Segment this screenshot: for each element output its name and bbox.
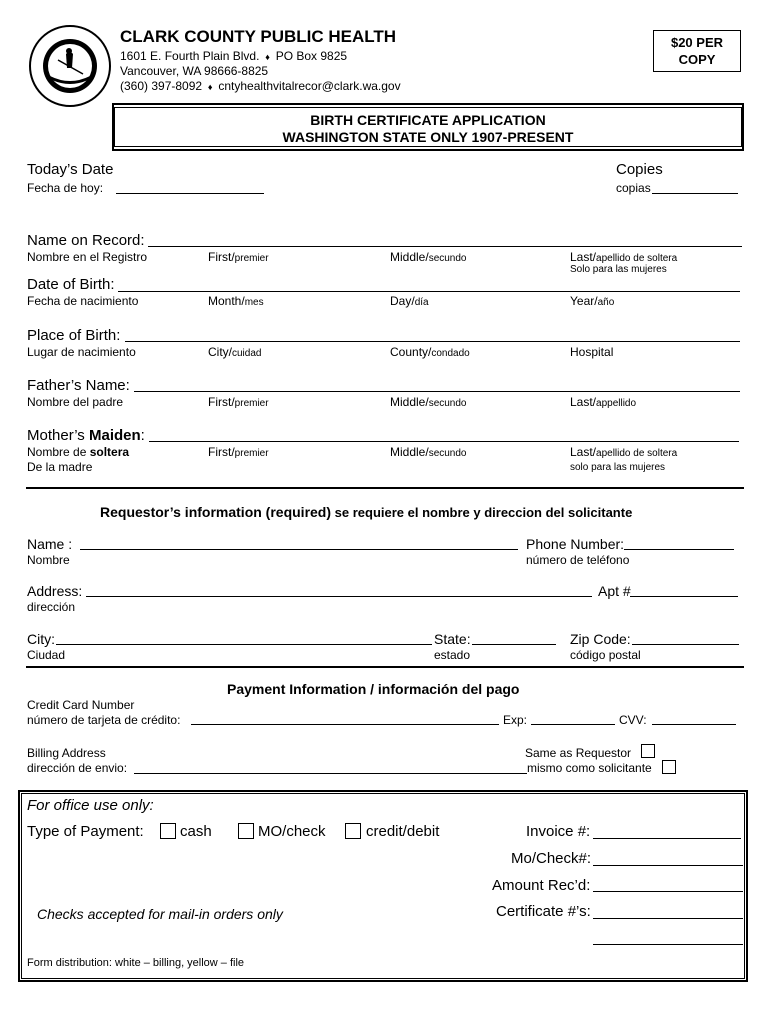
cc-sub: número de tarjeta de crédito: <box>27 713 181 727</box>
mother-sub: Nombre de soltera <box>27 445 130 459</box>
city-field[interactable] <box>56 644 432 645</box>
mother-first-hint: First/premier <box>208 445 269 459</box>
same-as-checkbox-es[interactable] <box>662 760 676 774</box>
day-hint: Day/día <box>390 294 429 308</box>
cash-label: cash <box>180 823 212 840</box>
city-sub: Ciudad <box>27 648 66 662</box>
year-hint: Year/año <box>570 294 615 308</box>
address-label: Address: <box>27 583 83 599</box>
cc-label: Credit Card Number <box>27 698 135 712</box>
copies-sub: copias <box>616 181 651 195</box>
po-box: PO Box 9825 <box>275 49 348 63</box>
today-sub: Fecha de hoy: <box>27 181 104 195</box>
apt-field[interactable] <box>630 596 738 597</box>
first-name-hint: First/premier <box>208 250 269 264</box>
state-field[interactable] <box>472 644 556 645</box>
same-as-label: Same as Requestor <box>525 746 632 760</box>
pob-sub: Lugar de nacimiento <box>27 345 136 359</box>
pob-label: Place of Birth: <box>27 327 121 344</box>
mother-sub2: De la madre <box>27 460 93 474</box>
price-line2: COPY <box>678 52 716 67</box>
exp-label: Exp: <box>503 713 528 727</box>
father-field[interactable] <box>134 391 740 392</box>
org-address-line <box>120 49 347 63</box>
father-last-hint: Last/appellido <box>570 395 637 409</box>
bullet-icon: ♦ <box>205 82 215 92</box>
hospital-hint: Hospital <box>570 345 614 359</box>
amount-received-label: Amount Rec’d: <box>492 877 591 894</box>
price-line1: $20 PER <box>670 35 724 50</box>
same-as-sub: mismo como solicitante <box>527 761 652 775</box>
invoice-field[interactable] <box>593 838 741 839</box>
month-hint: Month/mes <box>208 294 264 308</box>
mo-check-label: MO/check <box>258 823 326 840</box>
father-label: Father’s Name: <box>27 377 130 394</box>
credit-debit-checkbox[interactable] <box>345 823 361 839</box>
last-name-hint: Last/apellido de soltera <box>570 250 678 264</box>
billing-label: Billing Address <box>27 746 106 760</box>
street-address: 1601 E. Fourth Plain Blvd. <box>120 49 260 63</box>
payment-type-label: Type of Payment: <box>27 823 144 840</box>
address-sub: dirección <box>27 600 76 614</box>
cash-checkbox[interactable] <box>160 823 176 839</box>
mother-middle-hint: Middle/secundo <box>390 445 467 459</box>
org-name: CLARK COUNTY PUBLIC HEALTH <box>120 27 397 46</box>
same-as-checkbox[interactable] <box>641 744 655 758</box>
certificate-numbers-field-2[interactable] <box>593 944 743 945</box>
name-on-record-label: Name on Record: <box>27 232 145 249</box>
women-only-note: Solo para las mujeres <box>570 264 667 275</box>
mother-last-hint: Last/apellido de soltera <box>570 445 678 459</box>
phone-sub: número de teléfono <box>526 553 630 567</box>
city-state-zip: Vancouver, WA 98666-8825 <box>120 64 269 78</box>
certificate-numbers-field[interactable] <box>593 918 743 919</box>
copies-label: Copies <box>616 161 663 178</box>
dob-sub: Fecha de nacimiento <box>27 294 139 308</box>
phone-field[interactable] <box>624 549 734 550</box>
requestor-name-label: Name : <box>27 536 73 552</box>
cvv-label: CVV: <box>619 713 647 727</box>
billing-address-field[interactable] <box>134 773 527 774</box>
address-field[interactable] <box>86 596 592 597</box>
credit-debit-label: credit/debit <box>366 823 440 840</box>
office-heading: For office use only: <box>27 797 154 814</box>
invoice-label: Invoice #: <box>526 823 591 840</box>
requestor-name-sub: Nombre <box>27 553 70 567</box>
zip-sub: código postal <box>570 648 641 662</box>
cc-number-field[interactable] <box>191 724 499 725</box>
contact-line <box>120 79 401 93</box>
certificate-numbers-label: Certificate #’s: <box>496 903 591 920</box>
city-label: City: <box>27 631 55 647</box>
name-on-record-sub: Nombre en el Registro <box>27 250 148 264</box>
copies-field[interactable] <box>652 193 738 194</box>
mother-field[interactable] <box>149 441 739 442</box>
apt-label: Apt # <box>598 583 631 599</box>
requestor-heading: Requestor’s information (required) se requiere el nombre y direccion del solicitante <box>100 504 633 520</box>
zip-label: Zip Code: <box>570 631 631 647</box>
today-label: Today’s Date <box>27 161 114 178</box>
father-middle-hint: Middle/secundo <box>390 395 467 409</box>
billing-sub: dirección de envio: <box>27 761 128 775</box>
payment-heading: Payment Information / información del pago <box>227 681 520 697</box>
phone-number: (360) 397-8092 <box>120 79 203 93</box>
divider <box>26 666 744 668</box>
office-use-box <box>18 790 748 982</box>
father-sub: Nombre del padre <box>27 395 124 409</box>
middle-name-hint: Middle/secundo <box>390 250 467 264</box>
zip-field[interactable] <box>632 644 739 645</box>
amount-received-field[interactable] <box>593 891 743 892</box>
mo-check-number-field[interactable] <box>593 865 743 866</box>
bullet-icon: ♦ <box>262 52 273 62</box>
mother-women-note: solo para las mujeres <box>570 462 666 473</box>
mother-label: Mother’s Maiden: <box>27 427 145 444</box>
price-box <box>653 30 741 72</box>
phone-label: Phone Number: <box>526 536 625 552</box>
divider <box>26 487 744 489</box>
mo-check-checkbox[interactable] <box>238 823 254 839</box>
city-hint: City/cuidad <box>208 345 262 359</box>
name-on-record-field[interactable] <box>148 246 742 247</box>
county-seal <box>28 24 112 108</box>
checks-note: Checks accepted for mail-in orders only <box>37 906 283 922</box>
cvv-field[interactable] <box>652 724 736 725</box>
today-date-field[interactable] <box>116 193 264 194</box>
requestor-name-field[interactable] <box>80 549 518 550</box>
state-sub: estado <box>434 648 471 662</box>
exp-field[interactable] <box>531 724 615 725</box>
dob-field[interactable] <box>118 291 740 292</box>
father-first-hint: First/premier <box>208 395 269 409</box>
dob-label: Date of Birth: <box>27 276 115 293</box>
state-label: State: <box>434 631 471 647</box>
mo-check-number-label: Mo/Check#: <box>511 850 592 867</box>
form-title: BIRTH CERTIFICATE APPLICATION <box>310 112 546 128</box>
form-distribution: Form distribution: white – billing, yellow – file <box>27 957 245 969</box>
email-address: cntyhealthvitalrecor@clark.wa.gov <box>218 79 401 93</box>
pob-field[interactable] <box>125 341 740 342</box>
county-hint: County/condado <box>390 345 470 359</box>
form-subtitle: WASHINGTON STATE ONLY 1907-PRESENT <box>282 129 574 145</box>
